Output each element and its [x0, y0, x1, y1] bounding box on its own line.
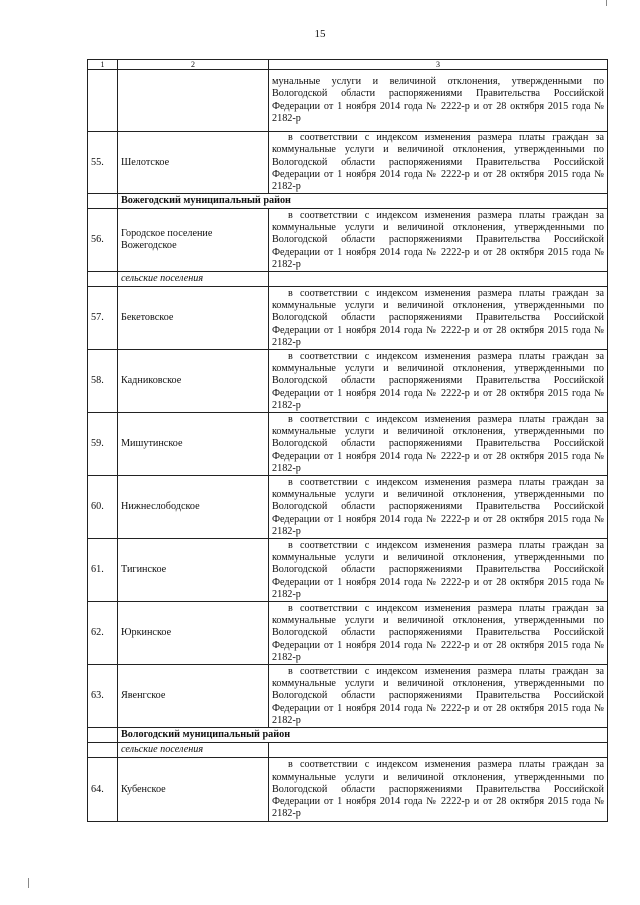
- table-row: [88, 665, 608, 728]
- row-number: 63.: [88, 665, 118, 728]
- tariff-basis-text: [269, 350, 608, 413]
- tariff-basis-text: [269, 209, 608, 272]
- district-header-row: [88, 728, 608, 743]
- tariff-basis-paragraph: в соответствии с индексом изменения размера платы граждан за коммунальные услуги и величиной отклонения, утвержденными по Вологодской области распоряжениями Правительства Российской Федерации от 1 ноября 2014 года № 2222-р и от 28 октября 2015 года № 2182-р: [272, 350, 604, 411]
- tariff-basis-text: [269, 602, 608, 665]
- table-row: [88, 287, 608, 350]
- settlement-name: [118, 70, 269, 132]
- column-header-3: 3: [269, 60, 608, 70]
- settlement-name: Шелотское: [118, 132, 269, 194]
- row-number: 56.: [88, 209, 118, 272]
- column-header-2: 2: [118, 60, 269, 70]
- settlement-name: Явенгское: [118, 665, 269, 728]
- tariff-basis-paragraph: в соответствии с индексом изменения размера платы граждан за коммунальные услуги и величиной отклонения, утвержденными по Вологодской области распоряжениями Правительства Российской Федерации от 1 ноября 2014 года № 2222-р и от 28 октября 2015 года № 2182-р: [272, 413, 604, 474]
- table-row: [88, 132, 608, 194]
- tariff-basis-text: [269, 758, 608, 822]
- scan-corner-mark: [606, 0, 607, 6]
- row-number: 58.: [88, 350, 118, 413]
- subsection-row: [88, 272, 608, 287]
- settlement-name: Бекетовское: [118, 287, 269, 350]
- tariff-basis-paragraph: мунальные услуги и величиной отклонения, утвержденными по Вологодской области распоряжениями Правительства Российской Федерации от 1 ноября 2014 года № 2222-р и от 28 октября 2015 года № 2182-р: [272, 75, 604, 124]
- page-number: 15: [314, 28, 326, 40]
- row-number: 60.: [88, 476, 118, 539]
- tariff-basis-paragraph: в соответствии с индексом изменения размера платы граждан за коммунальные услуги и величиной отклонения, утвержденными по Вологодской области распоряжениями Правительства Российской Федерации от 1 ноября 2014 года № 2222-р и от 28 октября 2015 года № 2182-р: [272, 539, 604, 600]
- table-row: [88, 758, 608, 822]
- settlement-name: Кубенское: [118, 758, 269, 822]
- subsection-empty-cell: [269, 272, 608, 287]
- scan-margin-mark: [28, 878, 29, 888]
- settlement-name: Юркинское: [118, 602, 269, 665]
- district-number-cell: [88, 728, 118, 743]
- subsection-number-cell: [88, 272, 118, 287]
- tariff-basis-text: [269, 70, 608, 132]
- table-header-row: [88, 60, 608, 70]
- tariff-basis-text: [269, 476, 608, 539]
- table-row: [88, 350, 608, 413]
- settlement-name: Мишутинское: [118, 413, 269, 476]
- subsection-label: сельские поселения: [118, 743, 269, 758]
- tariff-basis-text: [269, 665, 608, 728]
- tariff-basis-paragraph: в соответствии с индексом изменения размера платы граждан за коммунальные услуги и величиной отклонения, утвержденными по Вологодской области распоряжениями Правительства Российской Федерации от 1 ноября 2014 года № 2222-р и от 28 октября 2015 года № 2182-р: [272, 602, 604, 663]
- tariff-basis-text: [269, 539, 608, 602]
- row-number: 59.: [88, 413, 118, 476]
- settlement-name: Городское поселение Вожегодское: [118, 209, 269, 272]
- row-number: 55.: [88, 132, 118, 194]
- tariff-basis-text: [269, 287, 608, 350]
- table-row: [88, 209, 608, 272]
- tariff-basis-text: [269, 132, 608, 194]
- tariff-basis-text: [269, 413, 608, 476]
- settlement-name: Кадниковское: [118, 350, 269, 413]
- subsection-row: [88, 743, 608, 758]
- table-row: [88, 70, 608, 132]
- row-number: 62.: [88, 602, 118, 665]
- table-row: [88, 539, 608, 602]
- row-number: 57.: [88, 287, 118, 350]
- subsection-number-cell: [88, 743, 118, 758]
- tariff-basis-paragraph: в соответствии с индексом изменения размера платы граждан за коммунальные услуги и величиной отклонения, утвержденными по Вологодской области распоряжениями Правительства Российской Федерации от 1 ноября 2014 года № 2222-р и от 28 октября 2015 года № 2182-р: [272, 209, 604, 270]
- tariff-basis-paragraph: в соответствии с индексом изменения размера платы граждан за коммунальные услуги и величиной отклонения, утвержденными по Вологодской области распоряжениями Правительства Российской Федерации от 1 ноября 2014 года № 2222-р и от 28 октября 2015 года № 2182-р: [272, 287, 604, 348]
- column-header-1: 1: [88, 60, 118, 70]
- district-number-cell: [88, 194, 118, 209]
- row-number: 64.: [88, 758, 118, 822]
- settlement-name: Тигинское: [118, 539, 269, 602]
- row-number: 61.: [88, 539, 118, 602]
- district-name: Вологодский муниципальный район: [118, 728, 608, 743]
- tariff-basis-paragraph: в соответствии с индексом изменения размера платы граждан за коммунальные услуги и величиной отклонения, утвержденными по Вологодской области распоряжениями Правительства Российской Федерации от 1 ноября 2014 года № 2222-р и от 28 октября 2015 года № 2182-р: [272, 759, 604, 820]
- tariff-basis-paragraph: в соответствии с индексом изменения размера платы граждан за коммунальные услуги и величиной отклонения, утвержденными по Вологодской области распоряжениями Правительства Российской Федерации от 1 ноября 2014 года № 2222-р и от 28 октября 2015 года № 2182-р: [272, 665, 604, 726]
- subsection-label: сельские поселения: [118, 272, 269, 287]
- table-row: [88, 413, 608, 476]
- table-row: [88, 602, 608, 665]
- district-header-row: [88, 194, 608, 209]
- table-row: [88, 476, 608, 539]
- row-number: [88, 70, 118, 132]
- settlements-table: [87, 59, 608, 822]
- district-name: Вожегодский муниципальный район: [118, 194, 608, 209]
- tariff-basis-paragraph: в соответствии с индексом изменения размера платы граждан за коммунальные услуги и величиной отклонения, утвержденными по Вологодской области распоряжениями Правительства Российской Федерации от 1 ноября 2014 года № 2222-р и от 28 октября 2015 года № 2182-р: [272, 132, 604, 193]
- subsection-empty-cell: [269, 743, 608, 758]
- tariff-basis-paragraph: в соответствии с индексом изменения размера платы граждан за коммунальные услуги и величиной отклонения, утвержденными по Вологодской области распоряжениями Правительства Российской Федерации от 1 ноября 2014 года № 2222-р и от 28 октября 2015 года № 2182-р: [272, 476, 604, 537]
- settlement-name: Нижнеслободское: [118, 476, 269, 539]
